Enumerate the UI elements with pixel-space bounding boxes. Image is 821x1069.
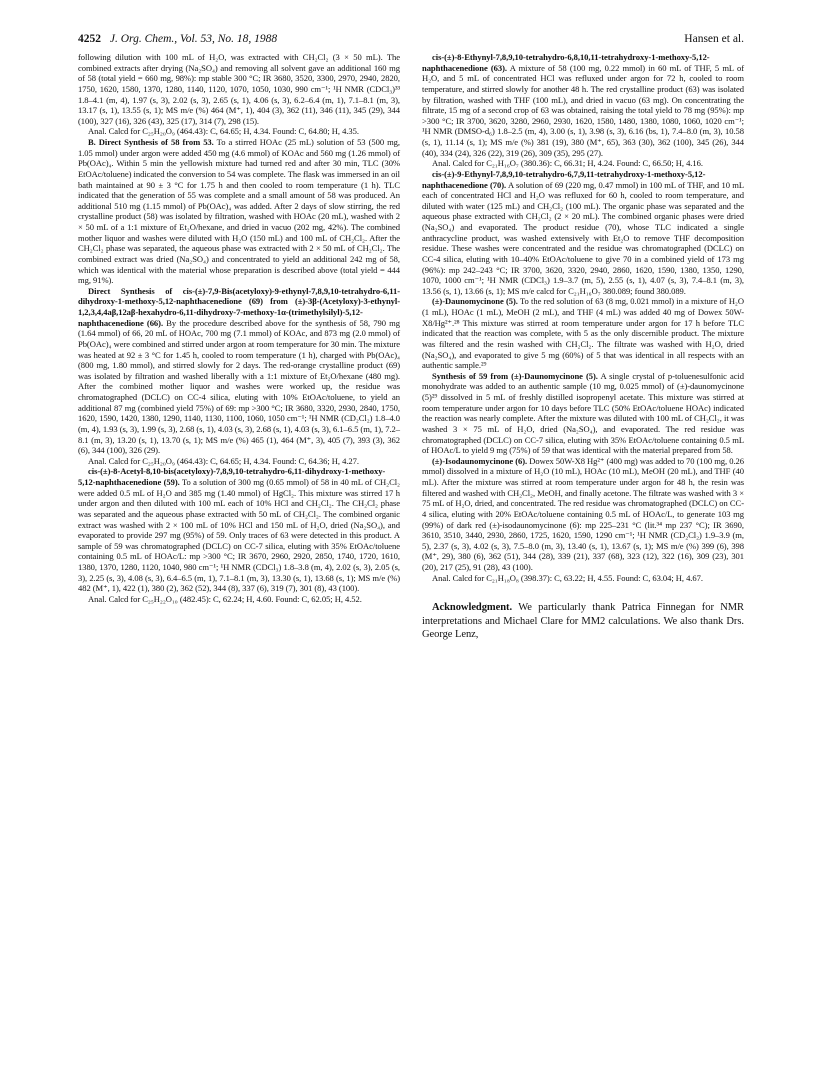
paragraph-text: Dowex 50W-X8 Hg²⁺ (400 mg) was added to 70 (100 mg, 0.26 mmol) dissolved in a mixture of H₂O (10 mL), HOAc (10 mL), MeOH (20 mL), and THF (40 mL). After the mixture was stirred at room temperature under argon for 48 h, the resin was filtered and washed with CH₂Cl₂, MeOH, and finally acetone. The filtrate was washed with 3 × 75 mL of H₂O, dried, and concentrated. The red residue was chromatographed (DCLC) on CC-4 silica, eluting with 20% EtOAc/toluene containing 0.5 mL of HOAc/L, to generate 103 mg (99%) of dark red (±)-isodaunomycinone (6): mp 225–231 °C (lit.³⁴ mp 237 °C); IR 3690, 3610, 3510, 3440, 2930, 2860, 1725, 1620, 1590, 1290 cm⁻¹; ¹H NMR (CD₂Cl₂) 1.9–3.9 (m, 5), 2.37 (s, 3), 4.02 (s, 3), 7.5–8.0 (m, 3), 13.40 (s, 1), 13.67 (s, 1); MS m/e (%) 399 (6), 398 (M⁺, 29), 380 (6), 362 (51), 344 (28), 339 (21), 337 (68), 323 (12), 322 (16), 309 (23), 301 (20), 217 (25), 91 (28), 43 (100). bbox=[422, 455, 744, 572]
running-head-left bbox=[78, 31, 277, 47]
analysis-paragraph bbox=[78, 456, 400, 467]
acknowledgment-heading: Acknowledgment. bbox=[432, 602, 513, 614]
section-heading: (±)-Daunomycinone (5). bbox=[432, 296, 518, 307]
paragraph-text: Anal. Calcd for C₂₁H₁₈O₈ (398.37): C, 63.22; H, 4.55. Found: C, 63.04; H, 4.67. bbox=[432, 572, 703, 583]
paragraph-text: By the procedure described above for the synthesis of 58, 790 mg (1.64 mmol) of 66, 20 mL of HOAc, 700 mg (7.1 mmol) of KOAc, and 873 mg (2.0 mmol) of Pb(OAc)₄ were combined and stirred under argon at room temperature for 30 min. The mixture was heated at 92 ± 3 °C for 1.45 h, cooled to room temperature (1 h), charged with Pb(OAc)₄ (800 mg, 1.80 mmol), and stirred slowly for 2 days. The red-orange crystalline product (69) was isolated by filtration and washed liberally with a 1:1 mixture of Et₂O/hexane (480 mg). After the combined mother liquor and washes were worked up, the residue was chromatographed (DCLC) on CC-4 silica, eluting with 10% EtOAc/toluene, to yield an additional 87 mg (combined yield 75%) of 69: mp >300 °C; IR 3680, 3320, 2930, 2840, 1750, 1620, 1590, 1420, 1380, 1290, 1140, 1130, 1100, 1060, 1050 cm⁻¹; ¹H NMR (CD₂Cl₂) 1.8–4.0 (m, 4), 1.93 (s, 3), 1.99 (s, 3), 2.68 (s, 1), 4.03 (s, 3), 2.68 (s, 1), 4.03 (s, 3), 6.1–6.5 (m, 1), 7.2–8.1 (m, 3), 13.20 (s, 1), 13.70 (s, 1); MS m/e (%) 465 (1), 464 (M⁺, 3), 405 (7), 393 (3), 362 (6), 344 (100), 326 (29). bbox=[78, 317, 400, 456]
procedure-paragraph bbox=[422, 169, 744, 297]
paragraph-text: Anal. Calcd for C₂₅H₂₂O₁₀ (482.45): C, 62.24; H, 4.60. Found: C, 62.05; H, 4.52. bbox=[88, 593, 362, 604]
section-heading: cis-(±)-8-Ethynyl-7,8,9,10-tetrahydro-6,8,10,11-tetrahydroxy-1-methoxy-5,12-naphthacenedione (63). bbox=[422, 52, 710, 73]
procedure-paragraph bbox=[422, 456, 744, 573]
page-number: 4252 bbox=[78, 33, 101, 45]
section-heading: Direct Synthesis of cis-(±)-7,9-Bis(acetyloxy)-9-ethynyl-7,8,9,10-tetrahydro-6,11-dihydroxy-1-methoxy-5,12-naphthacenedione (69) from (±)-3β-(Acetyloxy)-3-ethynyl-1,2,3,4,4aβ,12aβ-hexahydro-6,11-dihydroxy-7-methoxy-1α-(trimethylsilyl)-5,12-naphthacenedione (66). bbox=[78, 285, 400, 328]
procedure-paragraph bbox=[78, 137, 400, 286]
paragraph-text: Anal. Calcd for C₂₁H₁₆O₇ (380.36): C, 66.31; H, 4.24. Found: C, 66.50; H, 4.16. bbox=[432, 158, 703, 169]
paragraph-text: A single crystal of p-toluenesulfonic acid monohydrate was added to an authentic sample (10 mg, 0.025 mmol) of (±)-daunomycinone (5)²⁹ dissolved in 5 mL of freshly distilled isopropenyl acetate. This mixture was stirred at room temperature under argon for 10 days before TLC (50% EtOAc/toluene HOAc) indicated the reaction was nearly complete. After the mixture was diluted with 100 mL of CH₂Cl₂, it was washed 3 × 75 mL of H₂O, dried (Na₂SO₄), and evaporated. The red residue was chromatographed (DCLC) on CC-7 silica, eluting with 35% EtOAc/toluene containing 0.5 mL of HOAc/L to yield 9 mg (75%) of 59 that was identical with the material prepared from 58. bbox=[422, 370, 744, 456]
analysis-paragraph bbox=[422, 573, 744, 584]
paragraph-text: Anal. Calcd for C₂₅H₂₀O₉ (464.43): C, 64.65; H, 4.34. Found: C, 64.80; H, 4.35. bbox=[88, 126, 359, 137]
paragraph bbox=[78, 52, 400, 126]
right-column bbox=[422, 52, 744, 642]
section-heading: (±)-Isodaunomycinone (6). bbox=[432, 455, 528, 466]
running-head-authors: Hansen et al. bbox=[684, 33, 744, 45]
paragraph-text: To a stirred HOAc (25 mL) solution of 53 (500 mg, 1.05 mmol) under argon were added 450 mg (4.6 mmol) of KOAc and 560 mg (1.26 mmol) of Pb(OAc)₄. Within 5 min the yellowish mixture had turned red and after 30 min, TLC (30% EtOAc/toluene) indicated the conversion to 54 was complete. The flask was immersed in an oil bath maintained at 90 ± 3 °C for 1.75 h and then cooled to room temperature (1 h). TLC indicated that the generation of 55 was complete and a small amount of 58 was produced. An additional 510 mg (1.15 mmol) of Pb(OAc)₄ was added. After 2 days of slow stirring, the red crystalline product (58) was isolated by filtration, washed with HOAc (20 mL), washed with 2 × 50 mL of a 1:1 mixture of Et₂O/hexane, and dried in vacuo (202 mg, 42%). The combined mother liquor and washes were diluted with H₂O (150 mL) and 100 mL of CH₂Cl₂. After the CH₂Cl₂ phase was separated, the aqueous phase was extracted with 2 × 50 mL of CH₂Cl₂. The combined extract was dried (Na₂SO₄) and concentrated to yield an additional 242 mg of 58, which was identical with the material whose preparation is described above (total yield = 444 mg, 91%). bbox=[78, 137, 400, 286]
paragraph-text: following dilution with 100 mL of H₂O, was extracted with CH₂Cl₂ (3 × 50 mL). The combined extracts after drying (Na₂SO₄) and removing all solvent gave an additional 160 mg of 58 (total yield = 660 mg, 98%): mp stable 300 °C; IR 3680, 3520, 3300, 2970, 2940, 2820, 1750, 1620, 1580, 1370, 1280, 1140, 1120, 1070, 1050, 1030, 990 cm⁻¹; ¹H NMR (CDCl₃)³³ 1.8–4.1 (m, 4), 1.97 (s, 3), 2.02 (s, 3), 2.65 (s, 1), 4.06 (s, 3), 6.2–6.4 (m, 1), 7.1–8.1 (m, 3), 13.17 (s, 1), 13.55 (s, 1); MS m/e (%) 464 (M⁺, 1), 404 (3), 362 (11), 346 (11), 345 (29), 344 (100), 327 (16), 326 (43), 325 (17), 314 (7), 298 (15). bbox=[78, 52, 400, 126]
analysis-paragraph bbox=[78, 594, 400, 605]
paragraph-text: Anal. Calcd for C₂₅H₂₀O₉ (464.43): C, 64.65; H, 4.34. Found: C, 64.36; H, 4.27. bbox=[88, 455, 359, 466]
analysis-paragraph bbox=[78, 126, 400, 137]
paragraph-text: A solution of 69 (220 mg, 0.47 mmol) in 100 mL of THF, and 10 mL each of concentrated HCl and H₂O was refluxed for 60 h, cooled to room temperature, and diluted with water (125 mL) and CH₂Cl₂ (100 mL). The organic phase was separated and the aqueous phase extracted with CH₂Cl₂ (2 × 20 mL). The combined organic phases were dried (Na₂SO₄) and evaporated. The product residue (70), whose TLC indicated a single anthracycline product, was washed extensively with Et₂O to remove THF decomposition residue. These washes were concentrated and the residue was chromatographed (DCLC) on CC-4 silica, eluting with 10–40% EtOAc/toluene to give 70 in a combined yield of 173 mg (96%): mp 242–243 °C; IR 3700, 3620, 3320, 2940, 2860, 1620, 1590, 1380, 1350, 1290, 1070, 1000 cm⁻¹; ¹H NMR (CDCl₃) 1.9–3.7 (m, 5), 2.55 (s, 1), 4.07 (s, 3), 7.4–8.1 (m, 3), 13.56 (s, 1), 13.66 (s, 1); MS m/e calcd for C₂₁H₁₆O₇ 380.089; found 380.089. bbox=[422, 179, 745, 296]
acknowledgment-paragraph bbox=[422, 601, 744, 642]
paragraph-text: A mixture of 58 (100 mg, 0.22 mmol) in 60 mL of THF, 5 mL of H₂O, and 5 mL of concentrated HCl was refluxed under argon for 72 h, cooled to room temperature, and stirred slowly for another 48 h. The red crystalline product (63) was isolated by filtration, washed with THF (100 mL), and dried in vacuo (63 mg). On concentrating the filtrate, 15 mg of a second crop of 63 was obtained, raising the total yield to 78 mg (95%): mp >300 °C; IR 3700, 3620, 3280, 2960, 2930, 1620, 1580, 1480, 1380, 1080, 1060, 1020 cm⁻¹; ¹H NMR (DMSO-d₆) 1.8–2.5 (m, 4), 3.00 (s, 1), 3.98 (s, 3), 6.16 (bs, 1), 7.4–8.0 (m, 3), 10.58 (s, 1), 11.14 (s, 1); MS m/e (%) 381 (19), 380 (M⁺, 65), 363 (30), 362 (100), 345 (26), 344 (40), 334 (24), 326 (22), 319 (26), 309 (35), 295 (27). bbox=[422, 62, 744, 158]
paragraph-text: To the red solution of 63 (8 mg, 0.021 mmol) in a mixture of H₂O (1 mL), HOAc (1 mL), MeOH (2 mL), and THF (4 mL) was added 40 mg of Dowex 50W-X8/Hg²⁺.²⁸ This mixture was stirred at room temperature under argon for 17 h before TLC indicated that the reaction was complete, with 5 as the only discernible product. The mixture was filtered and the resin washed with CH₂Cl₂. The filtrate was washed with H₂O, dried (Na₂SO₄), and evaporated to give 5 mg (60%) of 5 that was identical in all respects with an authentic sample.²⁹ bbox=[422, 296, 744, 371]
section-heading: B. Direct Synthesis of 58 from 53. bbox=[88, 137, 214, 147]
procedure-paragraph bbox=[422, 296, 744, 370]
analysis-paragraph bbox=[422, 158, 744, 169]
paragraph-text: We particularly thank Patrica Finnegan for NMR interpretations and Michael Clare for MM2 calculations. We also thank Drs. George Lenz, bbox=[422, 602, 744, 641]
paragraph-text: To a solution of 300 mg (0.65 mmol) of 58 in 40 mL of CH₂Cl₂ were added 0.5 mL of H₂O and 385 mg (1.40 mmol) of HgCl₂. This mixture was stirred 17 h under argon and then diluted with 100 mL each of 10% HCl and CH₂Cl₂. The CH₂Cl₂ phase was separated and the aqueous phase extracted with 50 mL of CH₂Cl₂. The combined organic extract was washed with 2 × 100 mL of 10% HCl and 150 mL of H₂O, dried (Na₂SO₄), and evaporated to provide 297 mg (95%) of 59. Only traces of 63 were detected in this product. A sample of 59 was chromatographed (DCLC) on CC-7 silica, eluting with 35% EtOAc/toluene containing 0.5 mL of HOAc/L: mp >300 °C; IR 3670, 2960, 2920, 2850, 1740, 1720, 1610, 1380, 1370, 1280, 1120, 1040, 980 cm⁻¹; ¹H NMR (CDCl₃) 1.8–3.8 (m, 4), 2.02 (s, 3), 2.05 (s, 3), 2.25 (s, 3), 4.08 (s, 3), 6.4–6.5 (m, 1), 7.1–8.1 (m, 3), 13.30 (s, 1), 13.68 (s, 1); MS m/e (%) 482 (M⁺, 1), 422 (1), 380 (2), 362 (52), 344 (8), 337 (6), 319 (7), 301 (8), 43 (100). bbox=[78, 477, 400, 594]
procedure-paragraph bbox=[78, 286, 400, 456]
left-column bbox=[78, 52, 400, 605]
section-heading: cis-(±)-9-Ethynyl-7,8,9,10-tetrahydro-6,7,9,11-tetrahydroxy-1-methoxy-5,12-naphthacenedione (70). bbox=[422, 168, 706, 190]
procedure-paragraph bbox=[78, 466, 400, 594]
section-heading: cis-(±)-8-Acetyl-8,10-bis(acetyloxy)-7,8,9,10-tetrahydro-6,11-dihydroxy-1-methoxy-5,12-naphthacenedione (59). bbox=[78, 466, 386, 487]
procedure-paragraph bbox=[422, 52, 744, 158]
section-heading: Synthesis of 59 from (±)-Daunomycinone (5). bbox=[432, 370, 598, 381]
procedure-paragraph bbox=[422, 371, 744, 456]
journal-citation: J. Org. Chem., Vol. 53, No. 18, 1988 bbox=[109, 33, 278, 45]
running-head bbox=[78, 31, 744, 47]
